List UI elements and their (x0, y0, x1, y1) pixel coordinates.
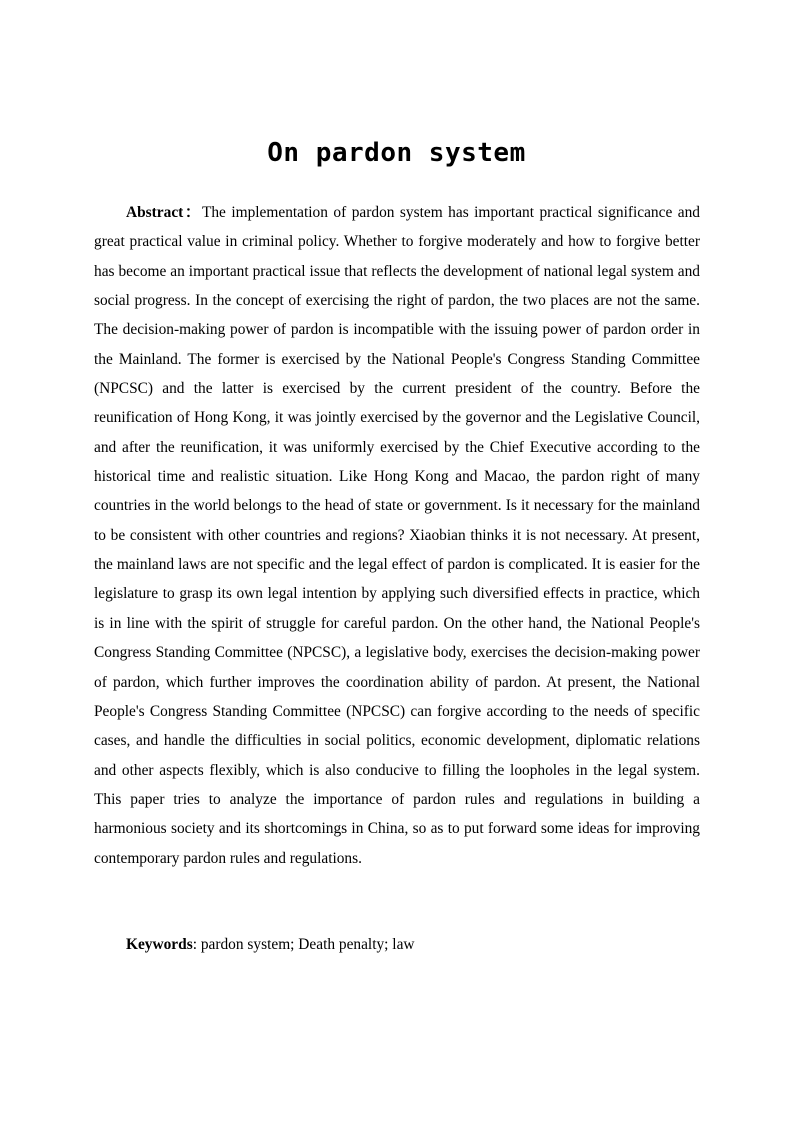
document-title: On pardon system (267, 138, 526, 169)
abstract-label: Abstract (126, 204, 184, 221)
abstract-separator: ： (183, 204, 202, 221)
keywords-paragraph (94, 930, 700, 959)
keywords-label: Keywords (126, 936, 193, 953)
abstract-text: The implementation of pardon system has important practical significance and great practical value in criminal policy. Whether to forgive moderately and how to forgive better has become an important practical issue that reflects the development of national legal system and social progress. In the concept of exercising the right of pardon, the two places are not the same. The decision-making power of pardon is incompatible with the issuing power of pardon order in the Mainland. The former is exercised by the National People's Congress Standing Committee (NPCSC) and the latter is exercised by the current president of the country. Before the reunification of Hong Kong, it was jointly exercised by the governor and the Legislative Council, and after the reunification, it was uniformly exercised by the Chief Executive according to the historical time and realistic situation. Like Hong Kong and Macao, the pardon right of many countries in the world belongs to the head of state or government. Is it necessary for the mainland to be consistent with other countries and regions? Xiaobian thinks it is not necessary. At present, the mainland laws are not specific and the legal effect of pardon is complicated. It is easier for the legislature to grasp its own legal intention by applying such diversified effects in practice, which is in line with the spirit of struggle for careful pardon. On the other hand, the National People's Congress Standing Committee (NPCSC), a legislative body, exercises the decision-making power of pardon, which further improves the coordination ability of pardon. At present, the National People's Congress Standing Committee (NPCSC) can forgive according to the needs of specific cases, and handle the difficulties in social politics, economic development, diplomatic relations and other aspects flexibly, which is also conducive to filling the loopholes in the legal system. This paper tries to analyze the importance of pardon rules and regulations in building a harmonious society and its shortcomings in China, so as to put forward some ideas for improving contemporary pardon rules and regulations. (94, 204, 700, 867)
keywords-text: : pardon system; Death penalty; law (192, 936, 415, 953)
abstract-paragraph (94, 198, 700, 873)
